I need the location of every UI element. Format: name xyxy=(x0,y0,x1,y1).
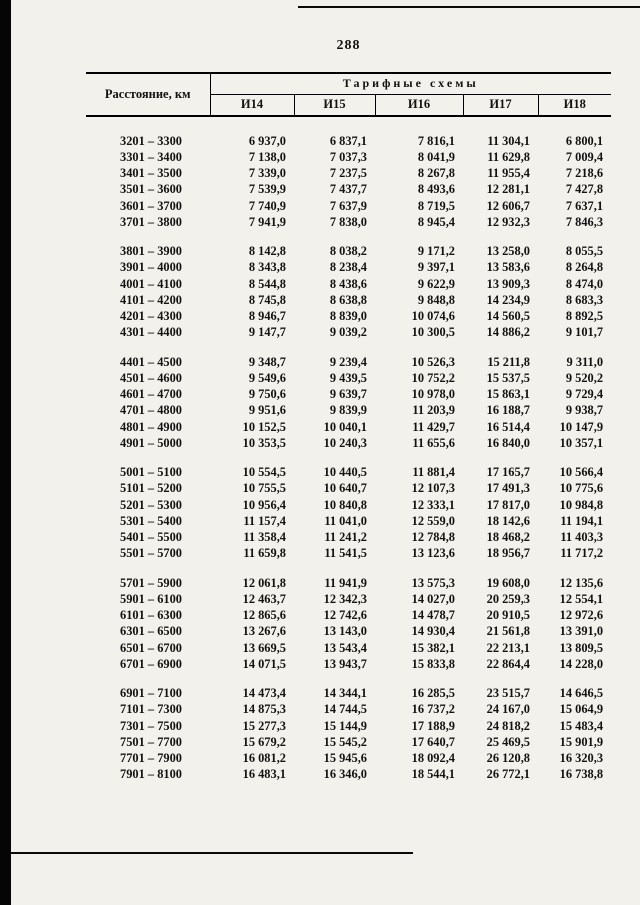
value-cell: 17 817,0 xyxy=(486,497,530,512)
value-cell: 9 039,2 xyxy=(329,325,367,340)
distance-cell: 5001 – 5100 xyxy=(120,465,182,480)
table-row xyxy=(86,686,611,702)
value-cell: 11 403,3 xyxy=(560,530,604,545)
value-cell: 25 469,5 xyxy=(486,734,530,749)
value-cell: 15 064,9 xyxy=(559,702,604,717)
value-cell: 10 074,6 xyxy=(411,309,455,324)
value-cell: 13 391,0 xyxy=(559,624,604,639)
value-cell: 10 755,5 xyxy=(242,481,286,496)
value-cell: 16 081,2 xyxy=(242,751,286,766)
table-row xyxy=(86,309,611,325)
value-cell: 8 839,0 xyxy=(329,309,367,324)
distance-cell: 3701 – 3800 xyxy=(120,214,182,229)
value-cell: 10 152,5 xyxy=(242,419,286,434)
distance-cell: 3301 – 3400 xyxy=(120,149,182,164)
distance-cell: 5401 – 5500 xyxy=(120,530,182,545)
value-cell: 11 194,1 xyxy=(560,513,604,528)
value-cell: 23 515,7 xyxy=(486,686,530,701)
table-row xyxy=(86,751,611,767)
group-gap xyxy=(86,562,611,575)
value-cell: 9 439,5 xyxy=(329,370,367,385)
value-cell: 11 203,9 xyxy=(412,403,455,418)
value-cell: 8 264,8 xyxy=(565,260,604,275)
value-cell: 7 637,1 xyxy=(565,198,604,213)
value-cell: 8 745,8 xyxy=(248,292,286,307)
value-cell: 9 938,7 xyxy=(565,403,604,418)
value-cell: 11 541,5 xyxy=(324,546,367,561)
group-gap xyxy=(86,673,611,686)
table-row xyxy=(86,718,611,734)
value-cell: 10 554,5 xyxy=(242,465,286,480)
value-cell: 9 311,0 xyxy=(566,354,604,369)
value-cell: 11 358,4 xyxy=(243,530,286,545)
value-cell: 18 956,7 xyxy=(486,546,530,561)
value-cell: 24 818,2 xyxy=(486,718,530,733)
group-gap xyxy=(86,231,611,244)
group-gap xyxy=(86,231,611,244)
value-cell: 8 683,3 xyxy=(565,292,604,307)
table-row xyxy=(86,481,611,497)
value-cell: 10 775,6 xyxy=(559,481,604,496)
value-cell: 17 640,7 xyxy=(411,734,455,749)
value-cell: 15 211,8 xyxy=(487,354,530,369)
value-cell: 18 092,4 xyxy=(411,751,455,766)
distance-cell: 6101 – 6300 xyxy=(120,608,182,623)
value-cell: 10 147,9 xyxy=(559,419,604,434)
value-cell: 12 135,6 xyxy=(559,575,604,590)
value-cell: 13 143,0 xyxy=(323,624,367,639)
table-row xyxy=(86,624,611,640)
value-cell: 13 575,3 xyxy=(411,575,455,590)
value-cell: 7 339,0 xyxy=(248,166,286,181)
value-cell: 15 679,2 xyxy=(242,734,286,749)
table-row xyxy=(86,403,611,419)
value-cell: 10 956,4 xyxy=(242,497,286,512)
value-cell: 14 744,5 xyxy=(323,702,367,717)
value-cell: 6 800,1 xyxy=(565,133,604,148)
value-cell: 10 353,5 xyxy=(242,435,286,450)
value-cell: 7 427,8 xyxy=(565,182,604,197)
value-cell: 24 167,0 xyxy=(486,702,530,717)
value-cell: 16 320,3 xyxy=(559,751,604,766)
value-cell: 20 910,5 xyxy=(486,608,530,623)
distance-cell: 4001 – 4100 xyxy=(120,276,182,291)
table-row xyxy=(86,149,611,165)
lead-gap xyxy=(86,116,611,133)
value-cell: 14 930,4 xyxy=(411,624,455,639)
scheme-column-header-i16: И16 xyxy=(375,95,463,117)
scheme-column-header-i18: И18 xyxy=(538,95,611,117)
value-cell: 12 463,7 xyxy=(242,591,286,606)
value-cell: 9 848,8 xyxy=(417,292,455,307)
value-cell: 12 281,1 xyxy=(486,182,530,197)
value-cell: 12 559,0 xyxy=(411,513,455,528)
value-cell: 10 526,3 xyxy=(411,354,455,369)
value-cell: 8 055,5 xyxy=(565,244,604,259)
distance-cell: 3901 – 4000 xyxy=(120,260,182,275)
value-cell: 14 027,0 xyxy=(411,591,455,606)
value-cell: 17 165,7 xyxy=(486,465,530,480)
distance-cell: 4601 – 4700 xyxy=(120,387,182,402)
value-cell: 16 737,2 xyxy=(411,702,455,717)
value-cell: 11 241,2 xyxy=(324,530,367,545)
distance-cell: 6501 – 6700 xyxy=(120,640,182,655)
value-cell: 14 228,0 xyxy=(559,656,604,671)
value-cell: 19 608,0 xyxy=(486,575,530,590)
header-row-schemes xyxy=(86,73,611,95)
value-cell: 11 304,1 xyxy=(487,133,530,148)
value-cell: 14 473,4 xyxy=(242,686,286,701)
value-cell: 8 892,5 xyxy=(565,309,604,324)
value-cell: 26 120,8 xyxy=(486,751,530,766)
value-cell: 11 717,2 xyxy=(560,546,604,561)
value-cell: 15 945,6 xyxy=(323,751,367,766)
distance-cell: 3401 – 3500 xyxy=(120,166,182,181)
scheme-column-header-i14: И14 xyxy=(210,95,294,117)
value-cell: 12 554,1 xyxy=(559,591,604,606)
value-cell: 7 437,7 xyxy=(329,182,367,197)
value-cell: 17 188,9 xyxy=(411,718,455,733)
table-row xyxy=(86,276,611,292)
value-cell: 12 742,6 xyxy=(323,608,367,623)
value-cell: 11 881,4 xyxy=(412,465,455,480)
value-cell: 12 784,8 xyxy=(411,530,455,545)
value-cell: 20 259,3 xyxy=(486,591,530,606)
table-row xyxy=(86,575,611,591)
value-cell: 15 382,1 xyxy=(411,640,455,655)
value-cell: 12 606,7 xyxy=(486,198,530,213)
value-cell: 22 864,4 xyxy=(486,656,530,671)
table-row xyxy=(86,640,611,656)
group-gap xyxy=(86,562,611,575)
value-cell: 16 285,5 xyxy=(411,686,455,701)
value-cell: 7 237,5 xyxy=(329,166,367,181)
distance-cell: 4501 – 4600 xyxy=(120,370,182,385)
table-row xyxy=(86,325,611,341)
distance-cell: 3801 – 3900 xyxy=(120,244,182,259)
value-cell: 11 955,4 xyxy=(487,166,530,181)
value-cell: 9 171,2 xyxy=(417,244,455,259)
table-row xyxy=(86,260,611,276)
value-cell: 8 238,4 xyxy=(329,260,367,275)
distance-cell: 5101 – 5200 xyxy=(120,481,182,496)
value-cell: 18 544,1 xyxy=(411,767,455,782)
value-cell: 18 142,6 xyxy=(486,513,530,528)
table-row xyxy=(86,767,611,783)
table-row xyxy=(86,513,611,529)
value-cell: 14 875,3 xyxy=(242,702,286,717)
value-cell: 16 346,0 xyxy=(323,767,367,782)
value-cell: 6 837,1 xyxy=(329,133,367,148)
value-cell: 11 659,8 xyxy=(243,546,286,561)
value-cell: 10 566,4 xyxy=(559,465,604,480)
value-cell: 12 061,8 xyxy=(242,575,286,590)
value-cell: 9 397,1 xyxy=(417,260,455,275)
value-cell: 10 357,1 xyxy=(559,435,604,450)
page-number: 288 xyxy=(336,38,361,53)
value-cell: 9 622,9 xyxy=(417,276,455,291)
value-cell: 14 234,9 xyxy=(486,292,530,307)
table-row xyxy=(86,435,611,451)
value-cell: 13 267,6 xyxy=(242,624,286,639)
value-cell: 7 637,9 xyxy=(329,198,367,213)
value-cell: 7 816,1 xyxy=(417,133,455,148)
value-cell: 15 901,9 xyxy=(559,734,604,749)
table-row xyxy=(86,656,611,672)
distance-cell: 5701 – 5900 xyxy=(120,575,182,590)
value-cell: 14 886,2 xyxy=(486,325,530,340)
value-cell: 14 478,7 xyxy=(411,608,455,623)
distance-cell: 7101 – 7300 xyxy=(120,702,182,717)
value-cell: 11 157,4 xyxy=(243,513,286,528)
distance-cell: 4701 – 4800 xyxy=(120,403,182,418)
value-cell: 12 333,1 xyxy=(411,497,455,512)
table-row xyxy=(86,244,611,260)
table-row xyxy=(86,166,611,182)
value-cell: 11 941,9 xyxy=(324,575,367,590)
value-cell: 9 549,6 xyxy=(248,370,286,385)
value-cell: 13 543,4 xyxy=(323,640,367,655)
group-gap xyxy=(86,341,611,354)
value-cell: 9 839,9 xyxy=(329,403,367,418)
value-cell: 12 865,6 xyxy=(242,608,286,623)
scan-line-top xyxy=(298,6,640,8)
value-cell: 15 863,1 xyxy=(486,387,530,402)
value-cell: 9 750,6 xyxy=(248,387,286,402)
table-row xyxy=(86,608,611,624)
value-cell: 16 738,8 xyxy=(559,767,604,782)
distance-cell: 4301 – 4400 xyxy=(120,325,182,340)
group-gap xyxy=(86,673,611,686)
table-header xyxy=(86,73,611,116)
distance-cell: 6301 – 6500 xyxy=(120,624,182,639)
value-cell: 15 483,4 xyxy=(559,718,604,733)
value-cell: 9 520,2 xyxy=(565,370,604,385)
value-cell: 9 639,7 xyxy=(329,387,367,402)
value-cell: 18 468,2 xyxy=(486,530,530,545)
value-cell: 13 258,0 xyxy=(486,244,530,259)
value-cell: 7 009,4 xyxy=(565,149,604,164)
value-cell: 11 429,7 xyxy=(412,419,455,434)
distance-cell: 7901 – 8100 xyxy=(120,767,182,782)
distance-cell: 5901 – 6100 xyxy=(120,591,182,606)
distance-cell: 4201 – 4300 xyxy=(120,309,182,324)
value-cell: 14 071,5 xyxy=(242,656,286,671)
distance-column-header: Расстояние, км xyxy=(86,73,210,116)
distance-cell: 7301 – 7500 xyxy=(120,718,182,733)
value-cell: 8 343,8 xyxy=(248,260,286,275)
value-cell: 9 729,4 xyxy=(565,387,604,402)
value-cell: 10 040,1 xyxy=(323,419,367,434)
value-cell: 12 932,3 xyxy=(486,214,530,229)
table-row xyxy=(86,133,611,149)
table-row xyxy=(86,370,611,386)
value-cell: 11 629,8 xyxy=(487,149,530,164)
scan-line-bottom xyxy=(11,852,413,854)
value-cell: 8 946,7 xyxy=(248,309,286,324)
value-cell: 14 646,5 xyxy=(559,686,604,701)
value-cell: 9 951,6 xyxy=(248,403,286,418)
group-gap xyxy=(86,452,611,465)
value-cell: 7 740,9 xyxy=(248,198,286,213)
value-cell: 10 300,5 xyxy=(411,325,455,340)
schemes-header: Тарифные схемы xyxy=(210,73,611,95)
value-cell: 15 277,3 xyxy=(242,718,286,733)
value-cell: 10 978,0 xyxy=(411,387,455,402)
value-cell: 16 840,0 xyxy=(486,435,530,450)
value-cell: 11 655,6 xyxy=(412,435,455,450)
value-cell: 8 544,8 xyxy=(248,276,286,291)
table-row xyxy=(86,465,611,481)
distance-cell: 5301 – 5400 xyxy=(120,513,182,528)
table-row xyxy=(86,387,611,403)
value-cell: 22 213,1 xyxy=(486,640,530,655)
value-cell: 15 537,5 xyxy=(486,370,530,385)
table-row xyxy=(86,546,611,562)
value-cell: 15 545,2 xyxy=(323,734,367,749)
value-cell: 10 840,8 xyxy=(323,497,367,512)
table-row xyxy=(86,419,611,435)
value-cell: 8 474,0 xyxy=(565,276,604,291)
value-cell: 16 188,7 xyxy=(486,403,530,418)
value-cell: 15 833,8 xyxy=(411,656,455,671)
table-row xyxy=(86,198,611,214)
value-cell: 12 972,6 xyxy=(559,608,604,623)
value-cell: 8 267,8 xyxy=(417,166,455,181)
distance-cell: 3501 – 3600 xyxy=(120,182,182,197)
value-cell: 8 038,2 xyxy=(329,244,367,259)
value-cell: 13 809,5 xyxy=(559,640,604,655)
distance-cell: 3201 – 3300 xyxy=(120,133,182,148)
value-cell: 26 772,1 xyxy=(486,767,530,782)
scan-edge-left xyxy=(0,0,11,905)
value-cell: 7 539,9 xyxy=(248,182,286,197)
value-cell: 9 101,7 xyxy=(565,325,604,340)
distance-cell: 7501 – 7700 xyxy=(120,734,182,749)
value-cell: 10 440,5 xyxy=(323,465,367,480)
value-cell: 8 041,9 xyxy=(417,149,455,164)
table-row xyxy=(86,702,611,718)
value-cell: 7 846,3 xyxy=(565,214,604,229)
value-cell: 13 943,7 xyxy=(323,656,367,671)
value-cell: 7 218,6 xyxy=(565,166,604,181)
table-row xyxy=(86,214,611,230)
value-cell: 17 491,3 xyxy=(486,481,530,496)
table-row xyxy=(86,734,611,750)
distance-cell: 7701 – 7900 xyxy=(120,751,182,766)
value-cell: 10 752,2 xyxy=(411,370,455,385)
value-cell: 8 493,6 xyxy=(417,182,455,197)
value-cell: 8 719,5 xyxy=(417,198,455,213)
distance-cell: 4901 – 5000 xyxy=(120,435,182,450)
value-cell: 8 945,4 xyxy=(417,214,455,229)
table-row xyxy=(86,292,611,308)
value-cell: 9 239,4 xyxy=(329,354,367,369)
distance-cell: 6701 – 6900 xyxy=(120,656,182,671)
distance-cell: 5201 – 5300 xyxy=(120,497,182,512)
table-row xyxy=(86,182,611,198)
table-row xyxy=(86,354,611,370)
distance-cell: 4801 – 4900 xyxy=(120,419,182,434)
value-cell: 13 123,6 xyxy=(411,546,455,561)
group-gap xyxy=(86,341,611,354)
tariff-table xyxy=(86,72,611,783)
value-cell: 10 640,7 xyxy=(323,481,367,496)
value-cell: 8 638,8 xyxy=(329,292,367,307)
scheme-column-header-i17: И17 xyxy=(463,95,538,117)
value-cell: 6 937,0 xyxy=(248,133,286,148)
scheme-column-header-i15: И15 xyxy=(294,95,375,117)
value-cell: 7 037,3 xyxy=(329,149,367,164)
value-cell: 21 561,8 xyxy=(486,624,530,639)
value-cell: 13 583,6 xyxy=(486,260,530,275)
value-cell: 7 838,0 xyxy=(329,214,367,229)
value-cell: 8 142,8 xyxy=(248,244,286,259)
value-cell: 7 138,0 xyxy=(248,149,286,164)
lead-gap xyxy=(86,116,611,133)
value-cell: 15 144,9 xyxy=(323,718,367,733)
value-cell: 11 041,0 xyxy=(324,513,367,528)
distance-cell: 5501 – 5700 xyxy=(120,546,182,561)
distance-cell: 4401 – 4500 xyxy=(120,354,182,369)
value-cell: 7 941,9 xyxy=(248,214,286,229)
table-row xyxy=(86,497,611,513)
distance-cell: 6901 – 7100 xyxy=(120,686,182,701)
value-cell: 9 348,7 xyxy=(248,354,286,369)
value-cell: 10 984,8 xyxy=(559,497,604,512)
value-cell: 8 438,6 xyxy=(329,276,367,291)
table-body xyxy=(86,116,611,783)
table-row xyxy=(86,591,611,607)
value-cell: 12 342,3 xyxy=(323,591,367,606)
value-cell: 10 240,3 xyxy=(323,435,367,450)
value-cell: 14 344,1 xyxy=(323,686,367,701)
group-gap xyxy=(86,452,611,465)
value-cell: 9 147,7 xyxy=(248,325,286,340)
value-cell: 13 909,3 xyxy=(486,276,530,291)
distance-cell: 4101 – 4200 xyxy=(120,292,182,307)
distance-cell: 3601 – 3700 xyxy=(120,198,182,213)
value-cell: 16 483,1 xyxy=(242,767,286,782)
value-cell: 13 669,5 xyxy=(242,640,286,655)
table-row xyxy=(86,530,611,546)
value-cell: 14 560,5 xyxy=(486,309,530,324)
value-cell: 12 107,3 xyxy=(411,481,455,496)
value-cell: 16 514,4 xyxy=(486,419,530,434)
